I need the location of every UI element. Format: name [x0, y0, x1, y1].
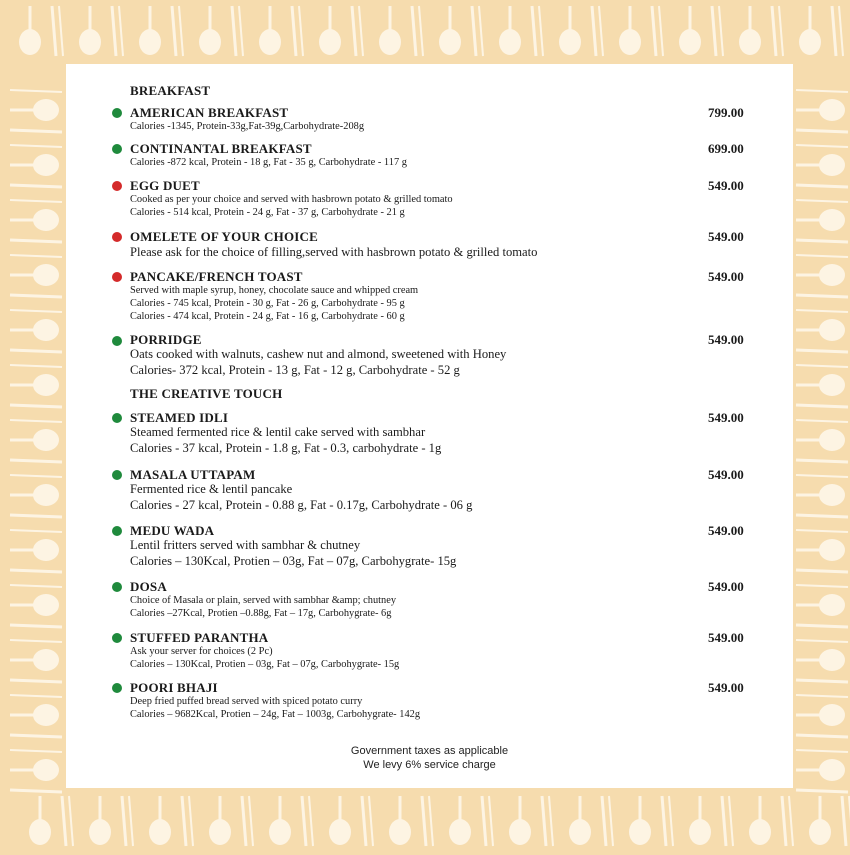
cutlery-icon — [10, 640, 62, 682]
item-name: STEAMED IDLI — [130, 410, 229, 425]
item-name: CONTINANTAL BREAKFAST — [130, 141, 312, 156]
item-price: 549.00 — [708, 630, 744, 645]
cutlery-icon — [10, 420, 62, 462]
item-price: 549.00 — [708, 332, 744, 347]
cutlery-icon — [259, 6, 303, 56]
cutlery-icon — [10, 530, 62, 572]
cutlery-icon — [796, 310, 848, 352]
item-description: Deep fried puffed bread served with spiced potato curry — [130, 696, 363, 707]
item-nutrition: Calories –27Kcal, Protien –0.88g, Fat – 17g, Carbohygrate- 6g — [130, 608, 392, 619]
nonveg-indicator-icon — [112, 181, 122, 191]
item-price: 549.00 — [708, 410, 744, 425]
item-nutrition: Calories - 27 kcal, Protein - 0.88 g, Fat - 0.17g, Carbohydrate - 06 g — [130, 498, 473, 512]
veg-indicator-icon — [112, 683, 122, 693]
item-nutrition: Calories -1345, Protein-33g,Fat-39g,Carbohydrate-208g — [130, 121, 365, 132]
veg-indicator-icon — [112, 108, 122, 118]
item-name: MASALA UTTAPAM — [130, 467, 256, 482]
veg-indicator-icon — [112, 413, 122, 423]
cutlery-icon — [796, 640, 848, 682]
cutlery-icon — [796, 255, 848, 297]
item-nutrition: Calories – 130Kcal, Protien – 03g, Fat – 07g, Carbohygrate- 15g — [130, 659, 400, 670]
cutlery-icon — [10, 90, 62, 132]
item-name: OMELETE OF YOUR CHOICE — [130, 229, 318, 244]
item-nutrition: Calories - 514 kcal, Protein - 24 g, Fat - 37 g, Carbohydrate - 21 g — [130, 207, 405, 218]
cutlery-icon — [739, 6, 783, 56]
cutlery-icon — [10, 750, 62, 792]
cutlery-icon — [809, 796, 850, 846]
item-nutrition: Calories - 474 kcal, Protein - 24 g, Fat - 16 g, Carbohydrate - 60 g — [130, 311, 405, 322]
footer-service-charge: We levy 6% service charge — [363, 759, 496, 771]
cutlery-icon — [79, 6, 123, 56]
cutlery-icon — [619, 6, 663, 56]
menu-panel — [66, 64, 793, 788]
veg-indicator-icon — [112, 526, 122, 536]
cutlery-icon — [379, 6, 423, 56]
veg-indicator-icon — [112, 582, 122, 592]
item-nutrition: Calories - 37 kcal, Protein - 1.8 g, Fat - 0.3, carbohydrate - 1g — [130, 441, 442, 455]
cutlery-icon — [439, 6, 483, 56]
item-description: Oats cooked with walnuts, cashew nut and almond, sweetened with Honey — [130, 347, 507, 361]
cutlery-icon — [499, 6, 543, 56]
cutlery-icon — [679, 6, 723, 56]
item-price: 549.00 — [708, 680, 744, 695]
cutlery-icon — [10, 310, 62, 352]
item-description: Lentil fritters served with sambhar & chutney — [130, 538, 361, 552]
veg-indicator-icon — [112, 633, 122, 643]
item-name: PORRIDGE — [130, 332, 202, 347]
item-description: Cooked as per your choice and served with hasbrown potato & grilled tomato — [130, 194, 453, 205]
nonveg-indicator-icon — [112, 232, 122, 242]
cutlery-icon — [209, 796, 253, 846]
cutlery-icon — [796, 750, 848, 792]
item-price: 549.00 — [708, 229, 744, 244]
cutlery-icon — [629, 796, 673, 846]
item-name: MEDU WADA — [130, 523, 215, 538]
cutlery-icon — [689, 796, 733, 846]
item-description: Fermented rice & lentil pancake — [130, 482, 293, 496]
item-description: Please ask for the choice of filling,served with hasbrown potato & grilled tomato — [130, 245, 538, 259]
item-name: EGG DUET — [130, 178, 200, 193]
cutlery-icon — [449, 796, 493, 846]
cutlery-icon — [796, 145, 848, 187]
item-nutrition: Calories – 9682Kcal, Protien – 24g, Fat – 1003g, Carbohygrate- 142g — [130, 709, 421, 720]
cutlery-icon — [10, 255, 62, 297]
cutlery-icon — [796, 530, 848, 572]
item-price: 549.00 — [708, 579, 744, 594]
cutlery-icon — [10, 145, 62, 187]
cutlery-icon — [796, 695, 848, 737]
cutlery-icon — [139, 6, 183, 56]
cutlery-icon — [796, 200, 848, 242]
item-price: 549.00 — [708, 178, 744, 193]
veg-indicator-icon — [112, 336, 122, 346]
item-nutrition: Calories – 130Kcal, Protien – 03g, Fat – 07g, Carbohygrate- 15g — [130, 554, 457, 568]
cutlery-icon — [269, 796, 313, 846]
item-name: AMERICAN BREAKFAST — [130, 105, 289, 120]
item-price: 799.00 — [708, 105, 744, 120]
cutlery-icon — [10, 475, 62, 517]
veg-indicator-icon — [112, 144, 122, 154]
nonveg-indicator-icon — [112, 272, 122, 282]
cutlery-icon — [796, 585, 848, 627]
cutlery-icon — [89, 796, 133, 846]
item-price: 549.00 — [708, 523, 744, 538]
cutlery-icon — [796, 420, 848, 462]
item-price: 549.00 — [708, 467, 744, 482]
cutlery-icon — [10, 585, 62, 627]
cutlery-icon — [319, 6, 363, 56]
cutlery-icon — [796, 365, 848, 407]
cutlery-icon — [559, 6, 603, 56]
item-nutrition: Calories -872 kcal, Protein - 18 g, Fat - 35 g, Carbohydrate - 117 g — [130, 157, 407, 168]
section-title-breakfast: BREAKFAST — [130, 83, 211, 98]
item-description: Ask your server for choices (2 Pc) — [130, 646, 273, 657]
cutlery-icon — [796, 90, 848, 132]
cutlery-icon — [10, 365, 62, 407]
item-description: Served with maple syrup, honey, chocolate sauce and whipped cream — [130, 285, 419, 296]
cutlery-icon — [149, 796, 193, 846]
item-price: 549.00 — [708, 269, 744, 284]
cutlery-icon — [10, 695, 62, 737]
cutlery-icon — [19, 6, 63, 56]
cutlery-icon — [509, 796, 553, 846]
item-description: Steamed fermented rice & lentil cake served with sambhar — [130, 425, 426, 439]
section-title-creative-touch: THE CREATIVE TOUCH — [130, 386, 283, 401]
cutlery-icon — [329, 796, 373, 846]
item-nutrition: Calories - 745 kcal, Protein - 30 g, Fat - 26 g, Carbohydrate - 95 g — [130, 298, 405, 309]
item-nutrition: Calories- 372 kcal, Protein - 13 g, Fat - 12 g, Carbohydrate - 52 g — [130, 363, 460, 377]
cutlery-icon — [569, 796, 613, 846]
cutlery-icon — [799, 6, 843, 56]
footer-taxes: Government taxes as applicable — [350, 745, 509, 757]
cutlery-icon — [796, 475, 848, 517]
cutlery-icon — [10, 200, 62, 242]
item-description: Choice of Masala or plain, served with sambhar &amp; chutney — [130, 595, 397, 606]
item-name: PANCAKE/FRENCH TOAST — [130, 269, 303, 284]
cutlery-icon — [199, 6, 243, 56]
veg-indicator-icon — [112, 470, 122, 480]
item-name: DOSA — [130, 579, 167, 594]
cutlery-icon — [389, 796, 433, 846]
cutlery-icon — [749, 796, 793, 846]
cutlery-icon — [29, 796, 73, 846]
item-name: POORI BHAJI — [130, 680, 218, 695]
item-name: STUFFED PARANTHA — [130, 630, 269, 645]
item-price: 699.00 — [708, 141, 744, 156]
